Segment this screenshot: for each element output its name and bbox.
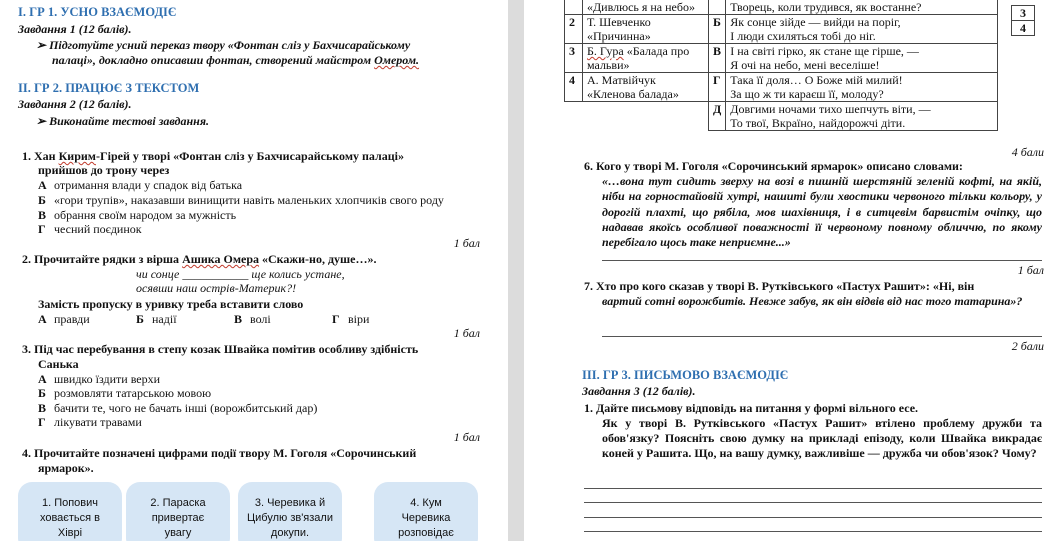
event-card-3: 3. Черевика й Цибулю зв'язали докупи. xyxy=(238,482,342,541)
q2-option-b[interactable]: Б надії xyxy=(136,312,177,326)
task-3-question: 1. Дайте письмову відповідь на питання у формі вільного есе. xyxy=(584,401,919,415)
question-6-quote: «…вона тут сидить зверху на возі в пишній шерстяній зеленій кофті, на якій, ніби на горностайовій хутрі, нашиті були хвостики червоного тільки кольору, у дорогій плахті, що рябіла, мов шахівниця, і в ситцевім барвистім очіпку, що надавав якоїсь особливої поважності її червоному повному обличчю, по якому перебігало щось таке неприємне...» xyxy=(602,174,1042,250)
answer-grid: 3 4 xyxy=(1011,5,1035,36)
q2-option-c[interactable]: В волі xyxy=(234,312,271,326)
q3-score: 1 бал xyxy=(453,430,480,444)
task-3-text: Як у творі В. Рутківського «Пастух Рашит» втілено проблему дружби та обов'язку? Поясніть свою думку на прикладі епізоду, коли Швайка викрадає коней у Рашита. Що, на вашу думку, важливіше — дружба чи обов'язок? Чому? xyxy=(602,416,1042,460)
event-card-2: 2. Параска привертає увагу xyxy=(126,482,230,541)
question-3-cont: Санька xyxy=(38,357,79,371)
matching-table xyxy=(564,0,998,131)
q2-score: 1 бал xyxy=(453,326,480,340)
q6-score: 1 бал xyxy=(1017,263,1044,277)
table-row: 4 А. Матвійчук «Кленова балада» Г Така її доля… О Боже мій милий! За що ж ти караєш її, молоду? xyxy=(565,73,998,102)
answer-line[interactable] xyxy=(602,336,1042,337)
q2-option-a[interactable]: А правди xyxy=(38,312,90,326)
event-card-1: 1. Попович ховається в Хіврі xyxy=(18,482,122,541)
essay-line[interactable] xyxy=(584,531,1042,532)
question-2: 2. Прочитайте рядки з вірша Ашика Омера «Скажи-но, душе…». xyxy=(22,252,377,266)
answer-line[interactable] xyxy=(602,260,1042,261)
section-1-title: I. ГР 1. УСНО ВЗАЄМОДІЄ xyxy=(18,5,177,19)
right-page xyxy=(524,0,1056,541)
question-7-cont: вартий сотні ворожбитів. Невже забув, як він відвів від нас того татарина»? xyxy=(602,294,1023,308)
q2-option-d[interactable]: Г віри xyxy=(332,312,370,326)
q5-score: 4 бали xyxy=(1011,145,1044,159)
essay-line[interactable] xyxy=(584,517,1042,518)
section-2-title: II. ГР 2. ПРАЦЮЄ З ТЕКСТОМ xyxy=(18,81,200,95)
left-page xyxy=(0,0,508,541)
table-row: 3 Б. Гура «Балада про мальви» В І на світі гірко, як стане ще гірше, — Я очі на небо, мені веселіше! xyxy=(565,44,998,73)
essay-line[interactable] xyxy=(584,488,1042,489)
q1-score: 1 бал xyxy=(453,236,480,250)
q3-option-b[interactable]: Б розмовляти татарською мовою xyxy=(38,386,212,400)
question-2-cont: Замість пропуску в уривку треба вставити слово xyxy=(38,297,304,311)
task-3-header: Завдання 3 (12 балів). xyxy=(582,384,696,398)
table-row: Д Довгими ночами тихо шепчуть віти, — То твої, Вкраїно, найдорожчі діти. xyxy=(565,102,998,131)
arrow-bullet-icon: ➢ xyxy=(36,38,47,52)
question-7: 7. Хто про кого сказав у творі В. Рутківського «Пастух Рашит»: «Ні, він xyxy=(584,279,975,293)
task-2-instruction: ➢ Виконайте тестові завдання. xyxy=(36,114,210,128)
q3-option-d[interactable]: Г лікувати травами xyxy=(38,415,142,429)
question-1: 1. Хан Кирим-Гірей у творі «Фонтан сліз у Бахчисарайському палаці» xyxy=(22,149,405,163)
question-6: 6. Кого у творі М. Гоголя «Сорочинський ярмарок» описано словами: xyxy=(584,159,963,173)
essay-line[interactable] xyxy=(584,502,1042,503)
q2-quote-line-2: осявши наш острів-Материк?! xyxy=(136,281,297,295)
q1-option-c[interactable]: В обрання своїм народом за мужність xyxy=(38,208,237,222)
event-card-4: 4. Кум Черевика розповідає xyxy=(374,482,478,541)
question-4: 4. Прочитайте позначені цифрами події твору М. Гоголя «Сорочинський xyxy=(22,446,417,460)
q2-quote-line-1: чи сонце ___________ ще колись устане, xyxy=(136,267,345,281)
task-1-instruction-cont: палаці», докладно описавши фонтан, створений майстром Омером. xyxy=(52,53,420,67)
q1-option-b[interactable]: Б «гори трупів», наказавши винищити навіть маленьких хлопчиків свого роду xyxy=(38,193,444,207)
table-row: 2 Т. Шевченко «Причинна» Б Як сонце зійде — вийди на поріг, І люди схиляться тобі до ніг. xyxy=(565,15,998,44)
q3-option-a[interactable]: А швидко їздити верхи xyxy=(38,372,161,386)
table-row: «Дивлюсь я на небо» Творець, коли трудився, як востанне? xyxy=(565,0,998,15)
q7-score: 2 бали xyxy=(1011,339,1044,353)
page-gutter xyxy=(508,0,524,541)
question-4-cont: ярмарок». xyxy=(38,461,94,475)
task-2-header: Завдання 2 (12 балів). xyxy=(18,97,132,111)
question-3: 3. Під час перебування в степу козак Швайка помітив особливу здібність xyxy=(22,342,419,356)
arrow-bullet-icon: ➢ xyxy=(36,114,47,128)
task-1-header: Завдання 1 (12 балів). xyxy=(18,22,132,36)
q3-option-c[interactable]: В бачити те, чого не бачать інші (ворожбитський дар) xyxy=(38,401,318,415)
q1-option-a[interactable]: А отримання влади у спадок від батька xyxy=(38,178,243,192)
question-1-cont: прийшов до трону через xyxy=(38,163,170,177)
q1-option-d[interactable]: Г чесний поєдинок xyxy=(38,222,142,236)
section-3-title: III. ГР 3. ПИСЬМОВО ВЗАЄМОДІЄ xyxy=(582,368,789,382)
task-1-instruction: ➢ Підготуйте усний переказ твору «Фонтан сліз у Бахчисарайському xyxy=(36,38,411,52)
